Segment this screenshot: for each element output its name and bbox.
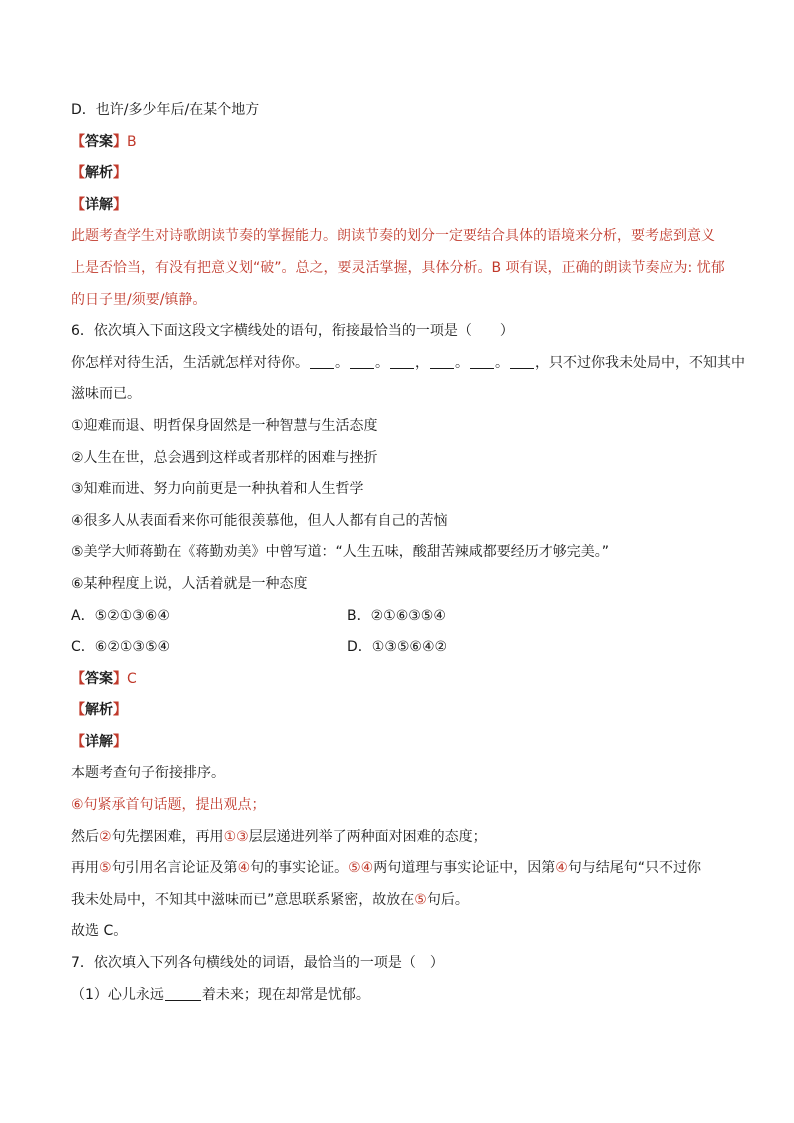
q5-detail-row: 【详解】 (71, 196, 127, 213)
detail-mark: ④ (237, 860, 251, 877)
detail-mark: ⑤ (414, 891, 427, 908)
detail-mark: ①③ (223, 828, 249, 845)
fill-blank (430, 354, 454, 369)
passage-punct: ， (415, 354, 429, 371)
q7-question: 7．依次填入下列各句横线处的词语，最恰当的一项是（ ） (71, 955, 444, 972)
q6-item: ③知难而进、努力向前更是一种执着和人生哲学 (71, 481, 364, 498)
q6-item: ④很多人从表面看来你可能很羡慕他，但人人都有自己的苦恼 (71, 512, 448, 529)
passage-start: 你怎样对待生活，生活就怎样对待你。 (71, 354, 309, 371)
detail-mark: ⑤④ (348, 860, 374, 877)
document-page (71, 95, 745, 1011)
q5-answer-row: 【答案】B (71, 133, 137, 150)
q6-analysis-row: 【解析】 (71, 702, 127, 719)
item-text: 着未来；现在却常是忧郁。 (201, 986, 370, 1003)
answer-tag: 答案 (85, 670, 113, 687)
fill-blank (310, 354, 334, 369)
q6-item: ②人生在世，总会遇到这样或者那样的困难与挫折 (71, 449, 378, 466)
detail-mark: ⑤ (99, 860, 112, 877)
q6-detail-line (71, 853, 731, 885)
item-text: （1）心儿永远 (71, 986, 164, 1003)
q6-passage-line-1 (71, 348, 745, 380)
fill-blank (510, 354, 534, 369)
detail-text: 然后 (71, 828, 99, 845)
passage-punct: 。 (455, 354, 469, 371)
analysis-tag: 解析 (85, 702, 113, 719)
fill-blank (390, 354, 414, 369)
q6-answer-row: 【答案】C (71, 670, 137, 687)
q5-analysis-row: 【解析】 (71, 165, 127, 182)
q7-item-1 (71, 980, 731, 1012)
q6-detail-line (71, 822, 731, 854)
option-d: D．①③⑤⑥④② (347, 639, 448, 656)
q6-item: ⑤美学大师蒋勤在《蒋勤劝美》中曾写道：“人生五味，酸甜苦辣咸都要经历才够完美。” (71, 544, 610, 561)
passage-punct: 。 (495, 354, 509, 371)
answer-tag: 答案 (85, 133, 113, 150)
detail-mark: ② (99, 828, 112, 845)
detail-text: 我未处局中，不知其中滋味而已”意思联系紧密，故放在 (71, 891, 415, 908)
q6-detail-line (71, 885, 731, 917)
passage-punct: 。 (375, 354, 389, 371)
detail-text: 句引用名言论证及第 (111, 860, 238, 877)
detail-text: 句后。 (426, 891, 469, 908)
q6-item: ①迎难而退、明哲保身固然是一种智慧与生活态度 (71, 417, 378, 434)
detail-text: 句的事实论证。 (250, 860, 349, 877)
q5-explanation-line: 上是否恰当，有没有把意义划“破”。总之，要灵活掌握，具体分析。B 项有误，正确的朗读节奏应为: 忧郁 (71, 259, 725, 276)
detail-text: 两句道理与事实论证中，因第 (373, 860, 556, 877)
option-a: A．⑤②①③⑥④ (71, 607, 170, 624)
passage-end: ，只不过你我未处局中，不知其中 (535, 354, 745, 371)
fill-blank (165, 986, 201, 1001)
detail-mark: ④ (555, 860, 568, 877)
detail-tag: 详解 (85, 196, 113, 213)
q5-explanation-line: 的日子里/须要/镇静。 (71, 291, 207, 308)
q6-detail-line: 故选 C。 (71, 923, 128, 940)
detail-text: 再用 (71, 860, 99, 877)
answer-value: B (127, 133, 137, 150)
q5-option-d: D．也许/多少年后/在某个地方 (71, 102, 260, 118)
answer-value: C (127, 670, 137, 687)
q6-detail-row: 【详解】 (71, 733, 127, 750)
fill-blank (350, 354, 374, 369)
q5-explanation-line: 此题考查学生对诗歌朗读节奏的掌握能力。朗读节奏的划分一定要结合具体的语境来分析，要考虑到意义 (71, 228, 715, 245)
fill-blank (470, 354, 494, 369)
analysis-tag: 解析 (85, 165, 113, 182)
option-c: C．⑥②①③⑤④ (71, 639, 171, 656)
q6-detail-line: 本题考查句子衔接排序。 (71, 765, 225, 782)
q6-passage-line-2: 滋味而已。 (71, 386, 141, 403)
detail-text: 层层递进列举了两种面对困难的态度； (248, 828, 487, 845)
detail-tag: 详解 (85, 733, 113, 750)
q6-item: ⑥某种程度上说，人活着就是一种态度 (71, 575, 308, 592)
q6-question: 6．依次填入下面这段文字横线处的语句，衔接最恰当的一项是（ ） (71, 323, 514, 340)
q6-options-row (71, 601, 731, 633)
option-b: B．②①⑥③⑤④ (347, 607, 446, 624)
q6-detail-line: ⑥句紧承首句话题，提出观点； (71, 797, 266, 814)
q6-options-row (71, 632, 731, 664)
detail-text: 句与结尾句“只不过你 (567, 860, 702, 877)
passage-punct: 。 (335, 354, 349, 371)
detail-text: 句先摆困难，再用 (111, 828, 224, 845)
